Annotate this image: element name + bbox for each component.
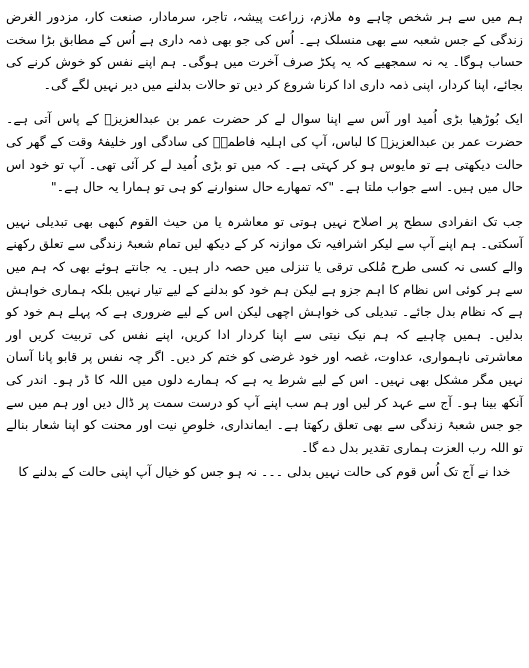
closing-verse: خدا نے آج تک اُس قوم کی حالت نہیں بدلی ۔۔۔ نہ ہو جس کو خیال آپ اپنی حالت کے بدلنے کا (18, 464, 511, 480)
paragraph-accountability: ہم میں سے ہر شخص چاہے وہ ملازم، زراعت پیشہ، تاجر، سرمادار، صنعت کار، مزدور الغرض زندگی کے جس شعبہ سے بھی منسلک ہے۔ اُس کی جو بھی ذمہ داری ہے اُس کے مطابق بڑا سخت حساب ہوگا۔ یہ نہ سمجھیے کہ یہ پکڑ صرف آخرت میں ہوگی۔ ہم اپنے نفس کو خوش کرنے کی بجائے، اپنا کردار، اپنی ذمہ داری ادا کرنا شروع کر دیں تو حالات بدلنے میں دیر نہیں لگے گی۔ (6, 9, 523, 92)
paragraph-individual-reform: جب تک انفرادی سطح پر اصلاح نہیں ہوتی تو معاشرہ یا من حیث القوم کبھی بھی تبدیلی نہیں آسکتی۔ ہم اپنے آپ سے لیکر اشرافیہ تک موازنہ کر کے دیکھ لیں تمام شعبۂ زندگی سے تعلق رکھنے والے کسی نہ کسی طرح مُلکی ترقی یا تنزلی میں حصہ دار ہیں۔ یہ جانتے ہوئے بھی کہ ہم میں سے ہر کوئی اس نظام کا اہم جزو ہے لیکن ہم خود کو بدلنے کے لیے تیار نہیں بلکہ ہماری خواہش ہے کہ نظام بدل جائے۔ تبدیلی کی خواہش اچھی لیکن اس کے لیے ضروری ہے کہ پہلے ہم خود کو بدلیں۔ ہمیں چاہیے کہ ہم نیک نیتی سے اپنا کردار ادا کریں، اپنے نفس کی تربیت کریں اور معاشرتی ناہمواری، عداوت، غصہ اور خود غرضی کو ختم کر دیں۔ اگر چہ نفس پر قابو پانا آسان نہیں مگر مشکل بھی نہیں۔ اس کے لیے شرط یہ ہے کہ ہمارے دلوں میں اللہ کا ڈر ہو۔ اندر کی آنکھ بینا ہو۔ آج سے عہد کر لیں اور ہم سب اپنے آپ کو درست سمت پر ڈال دیں اور ہم میں سے جو جس شعبۂ زندگی سے بھی تعلق رکھتا ہے۔ ایمانداری، خلوصِ نیت اور محنت کو اپنا شعار بنالے تو اللہ رب العزت ہماری تقدیر بدل دے گا۔ (6, 213, 523, 455)
paragraph-umar-bin-abdulaziz-story: ایک بُوڑھیا بڑی اُمید اور آس سے اپنا سوال لے کر حضرت عمر بن عبدالعزیزؒ کے پاس آتی ہے۔ حضرت عمر بن عبدالعزیزؒ کا لباس، آپ کی اہلیہ فاطمہؒ کی سادگی اور خلیفۂ وقت کے گھر کی حالت دیکھتی ہے تو مایوس ہو کر کہتی ہے۔ کہ میں تو بڑی اُمید لے کر آئی تھی۔ آپ تو خود اس حال میں ہیں۔ اسے جواب ملتا ہے۔ "کہ تمھارے حال سنوارنے کو ہی تو ہمارا یہ حال ہے۔" (6, 111, 523, 195)
